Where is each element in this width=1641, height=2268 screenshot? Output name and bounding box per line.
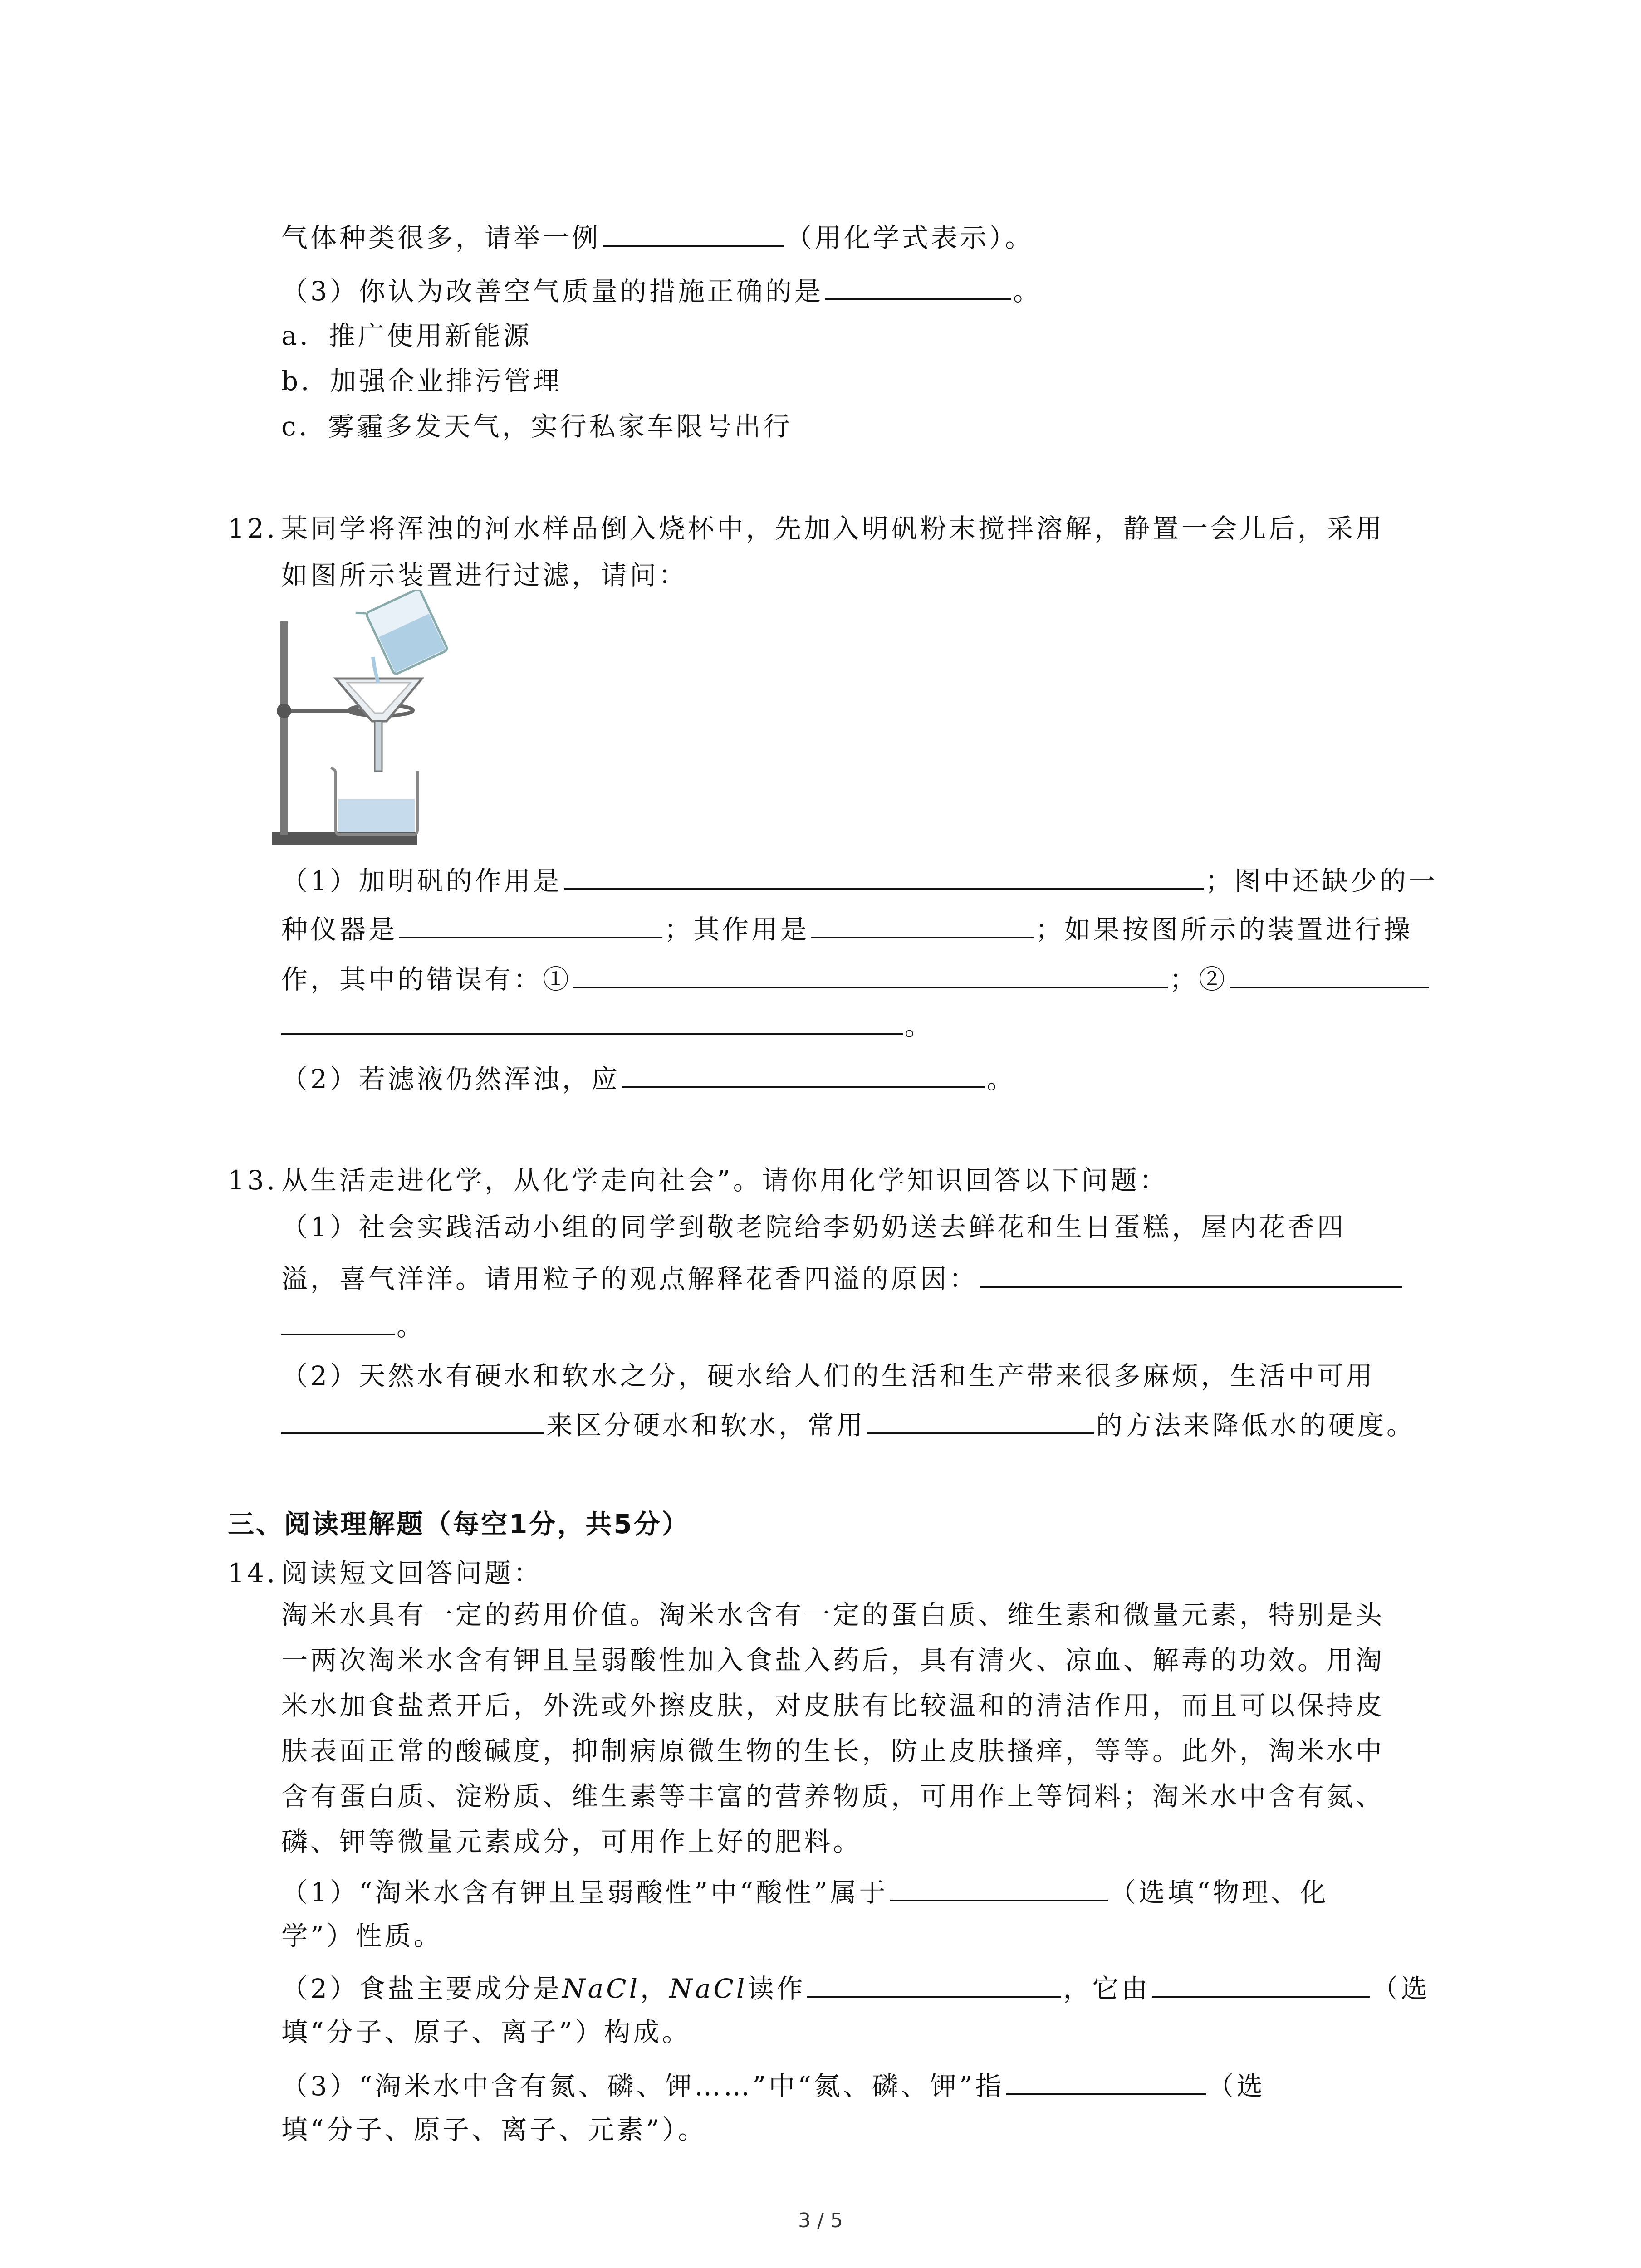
- q12-part1-text: （1）加明矾的作用是: [281, 865, 562, 896]
- q14-part2-line2: 填“分子、原子、离子”）构成。: [281, 2017, 691, 2048]
- section-title: 三、阅读理解题（每空1分，共5分）: [228, 1509, 690, 1540]
- formula-nacl: NaCl: [562, 1973, 641, 2004]
- q14-part3-text: （3）“淘米水中含有氮、磷、钾……”中“氮、磷、钾”指: [281, 2071, 1004, 2102]
- q11-text: 气体种类很多，请举一例: [281, 222, 601, 253]
- q14-part1-text: （选填“物理、化: [1109, 1877, 1329, 1908]
- q14-part2-text: 读作: [747, 1973, 806, 2004]
- answer-blank[interactable]: [603, 218, 784, 247]
- q12-part1-text: 种仪器是: [281, 914, 398, 945]
- q11-line1: [281, 218, 1034, 254]
- passage-line: 一两次淘米水含有钾且呈弱酸性加入食盐入药后，具有清火、凉血、解毒的功效。用淘: [281, 1645, 1385, 1676]
- q12-part1-text: 作，其中的错误有：①: [281, 964, 572, 995]
- stand-rod: [280, 621, 288, 835]
- q14-part1-line1: [281, 1872, 1329, 1909]
- q13-part2-line2: [281, 1405, 1416, 1442]
- passage-line: 淘米水具有一定的药用价值。淘米水含有一定的蛋白质、维生素和微量元素，特别是头: [281, 1599, 1385, 1630]
- q13-part2-text: 来区分硬水和软水，常用: [546, 1410, 866, 1441]
- q13-part2-text: 的方法来降低水的硬度。: [1096, 1410, 1416, 1441]
- question-number: 13.: [228, 1165, 278, 1196]
- q14-stem-text: 阅读短文回答问题：: [281, 1558, 543, 1589]
- q11-part3: [281, 271, 1042, 308]
- question-number: 12.: [228, 513, 278, 544]
- answer-blank[interactable]: [1006, 2066, 1206, 2095]
- q14-stem: [228, 1555, 543, 1591]
- q13-part1-line2: [281, 1259, 1404, 1295]
- answer-blank[interactable]: [399, 909, 662, 938]
- answer-blank[interactable]: [573, 959, 1168, 988]
- q11-text: （用化学式表示）。: [786, 222, 1034, 253]
- q11-option-c: c．雾霾多发天气，实行私家车限号出行: [281, 411, 793, 442]
- answer-blank[interactable]: [811, 909, 1034, 938]
- q12-stem-text: 某同学将浑浊的河水样品倒入烧杯中，先加入明矾粉末搅拌溶解，静置一会儿后，采用: [281, 513, 1385, 544]
- q12-part1-line3: [281, 959, 1431, 996]
- q14-part3-text: （选: [1207, 2071, 1266, 2102]
- q14-part2-text: （选: [1372, 1973, 1430, 2004]
- answer-blank[interactable]: [622, 1059, 985, 1088]
- q12-part2-text: （2）若滤液仍然浑浊，应: [281, 1064, 620, 1095]
- q12-part1-text: ；②: [1170, 964, 1228, 995]
- q13-stem-text: 从生活走进化学，从化学走向社会”。请你用化学知识回答以下问题：: [281, 1165, 1169, 1196]
- q12-stem-line1: [228, 510, 1385, 547]
- passage-line: 磷、钾等微量元素成分，可用作上好的肥料。: [281, 1826, 862, 1857]
- q13-part1-text: 溢，喜气洋洋。请用粒子的观点解释花香四溢的原因：: [281, 1263, 979, 1294]
- answer-blank[interactable]: [281, 1405, 544, 1434]
- formula-nacl: NaCl: [669, 1973, 748, 2004]
- q12-part1-text: ；如果按图所示的装置进行操: [1035, 914, 1413, 945]
- period: 。: [397, 1311, 426, 1342]
- q13-part2-line1: （2）天然水有硬水和软水之分，硬水给人们的生活和生产带来很多麻烦，生活中可用: [281, 1360, 1375, 1391]
- q14-part2-text: ，它由: [1063, 1973, 1151, 2004]
- q11-option-b: b．加强企业排污管理: [281, 366, 563, 396]
- answer-blank[interactable]: [890, 1872, 1108, 1901]
- page-number: 3 / 5: [798, 2209, 843, 2232]
- q12-part1-text: ；其作用是: [664, 914, 810, 945]
- q14-part1-text: （1）“淘米水含有钾且呈弱酸性”中“酸性”属于: [281, 1877, 888, 1908]
- q14-part3-line2: 填“分子、原子、离子、元素”）。: [281, 2114, 707, 2145]
- answer-blank[interactable]: [564, 861, 1204, 890]
- passage-line: 含有蛋白质、淀粉质、维生素等丰富的营养物质，可用作上等饲料；淘米水中含有氮、: [281, 1781, 1385, 1812]
- filtrate-liquid: [338, 799, 415, 832]
- q12-stem-line2: 如图所示装置进行过滤，请问：: [281, 560, 688, 591]
- period: 。: [905, 1011, 934, 1041]
- q14-part3-line1: [281, 2066, 1266, 2102]
- q12-part1-text: ；图中还缺少的一: [1205, 865, 1438, 896]
- answer-blank[interactable]: [281, 1006, 903, 1035]
- q11-option-a: a．推广使用新能源: [281, 320, 532, 351]
- filtration-apparatus-figure: [268, 590, 467, 853]
- passage-line: 肤表面正常的酸碱度，抑制病原微生物的生长，防止皮肤搔痒，等等。此外，淘米水中: [281, 1735, 1385, 1766]
- answer-blank[interactable]: [980, 1259, 1402, 1288]
- answer-blank[interactable]: [867, 1405, 1094, 1434]
- answer-blank[interactable]: [281, 1306, 395, 1335]
- period: 。: [986, 1064, 1016, 1095]
- passage-line: 米水加食盐煮开后，外洗或外擦皮肤，对皮肤有比较温和的清洁作用，而且可以保持皮: [281, 1690, 1385, 1721]
- question-number: 14.: [228, 1558, 278, 1589]
- q12-part2: [281, 1059, 1016, 1095]
- q12-part1-line4: [281, 1006, 934, 1042]
- answer-blank[interactable]: [807, 1969, 1061, 1998]
- q12-part1-line2: [281, 909, 1413, 946]
- clamp-knob: [277, 704, 291, 718]
- answer-blank[interactable]: [1152, 1969, 1370, 1998]
- q14-part2-line1: [281, 1969, 1430, 2005]
- pouring-beaker: [356, 590, 448, 679]
- q14-part1-line2: 学”）性质。: [281, 1921, 443, 1951]
- q13-part1-line1: （1）社会实践活动小组的同学到敬老院给李奶奶送去鲜花和生日蛋糕，屋内花香四: [281, 1212, 1346, 1242]
- q12-part1-line1: [281, 861, 1438, 897]
- q13-part1-line3: [281, 1306, 426, 1343]
- period: 。: [1013, 276, 1042, 307]
- answer-blank[interactable]: [825, 271, 1011, 300]
- separator: ，: [640, 1973, 670, 2004]
- q13-stem: [228, 1162, 1169, 1198]
- answer-blank[interactable]: [1230, 959, 1429, 988]
- funnel-stem: [375, 721, 382, 771]
- q14-part2-text: （2）食盐主要成分是: [281, 1973, 562, 2004]
- q11-part3-text: （3）你认为改善空气质量的措施正确的是: [281, 276, 823, 307]
